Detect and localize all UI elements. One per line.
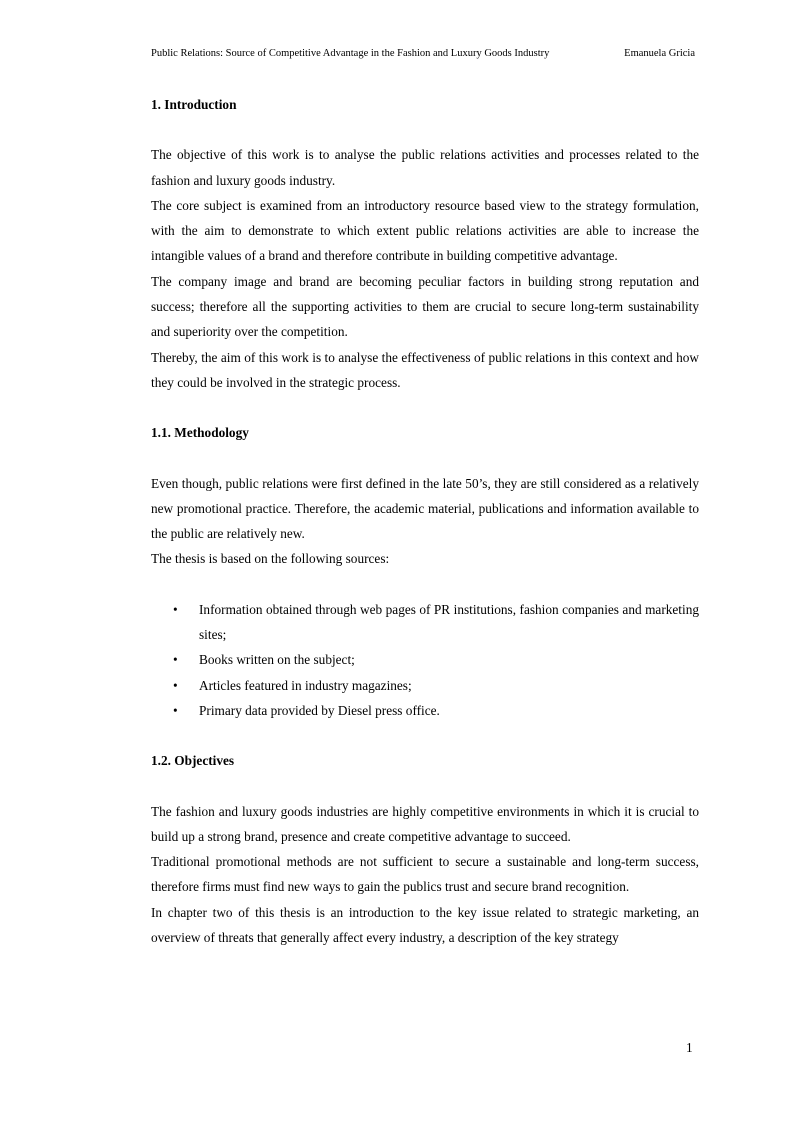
bullet-icon: • [173, 677, 178, 693]
objectives-paragraph: In chapter two of this thesis is an introduction to the key issue related to strategic marketing, an overview of threats that generally affect every industry, a description of the key strategy [151, 904, 699, 946]
list-item-text: Primary data provided by Diesel press office. [199, 702, 440, 718]
page-number: 1 [686, 1040, 693, 1055]
list-item [151, 647, 699, 672]
list-item [151, 698, 699, 723]
objectives-paragraph: The fashion and luxury goods industries are highly competitive environments in which it is crucial to build up a strong brand, presence and create competitive advantage to succeed. [151, 803, 699, 844]
bullet-icon: • [173, 702, 178, 718]
list-item [151, 597, 699, 648]
methodology-section [151, 420, 699, 723]
introduction-paragraph: The core subject is examined from an introductory resource based view to the strategy formulation, with the aim to demonstrate to which extent public relations activities are able to increase the intangible values of a brand and therefore contribute in building competitive advantage. [151, 197, 699, 264]
methodology-heading: 1.1. Methodology [151, 425, 249, 441]
bullet-icon: • [173, 652, 178, 668]
methodology-paragraph: Even though, public relations were first defined in the late 50’s, they are still considered as a relatively new promotional practice. Therefore, the academic material, publications and information available to the public are relatively new. [151, 475, 699, 542]
running-header [151, 48, 695, 59]
objectives-paragraph: Traditional promotional methods are not sufficient to secure a sustainable and long-term success, therefore firms must find new ways to gain the publics trust and secure brand recognition. [151, 854, 699, 895]
header-title: Public Relations: Source of Competitive Advantage in the Fashion and Luxury Goods Industry [151, 48, 550, 59]
methodology-paragraph: The thesis is based on the following sources: [151, 551, 390, 567]
introduction-paragraph: Thereby, the aim of this work is to analyse the effectiveness of public relations in this context and how they could be involved in the strategic process. [151, 349, 699, 390]
page-content [151, 92, 699, 950]
introduction-heading: 1. Introduction [151, 97, 237, 112]
objectives-section [151, 748, 699, 950]
bullet-icon: • [173, 601, 178, 617]
sources-list [151, 597, 699, 723]
list-item [151, 673, 699, 698]
header-author: Emanuela Gricia [624, 48, 695, 59]
list-item-text: Books written on the subject; [199, 652, 355, 668]
list-item-text: Articles featured in industry magazines; [199, 677, 412, 693]
objectives-heading: 1.2. Objectives [151, 753, 235, 769]
list-item-text: Information obtained through web pages of PR institutions, fashion companies and marketing sites; [199, 601, 699, 643]
introduction-paragraph: The company image and brand are becoming peculiar factors in building strong reputation and success; therefore all the supporting activities to them are crucial to secure long-term sustainability and superiority over the competition. [151, 273, 699, 340]
introduction-paragraph: The objective of this work is to analyse the public relations activities and processes related to the fashion and luxury goods industry. [151, 147, 699, 188]
introduction-section [151, 92, 699, 395]
